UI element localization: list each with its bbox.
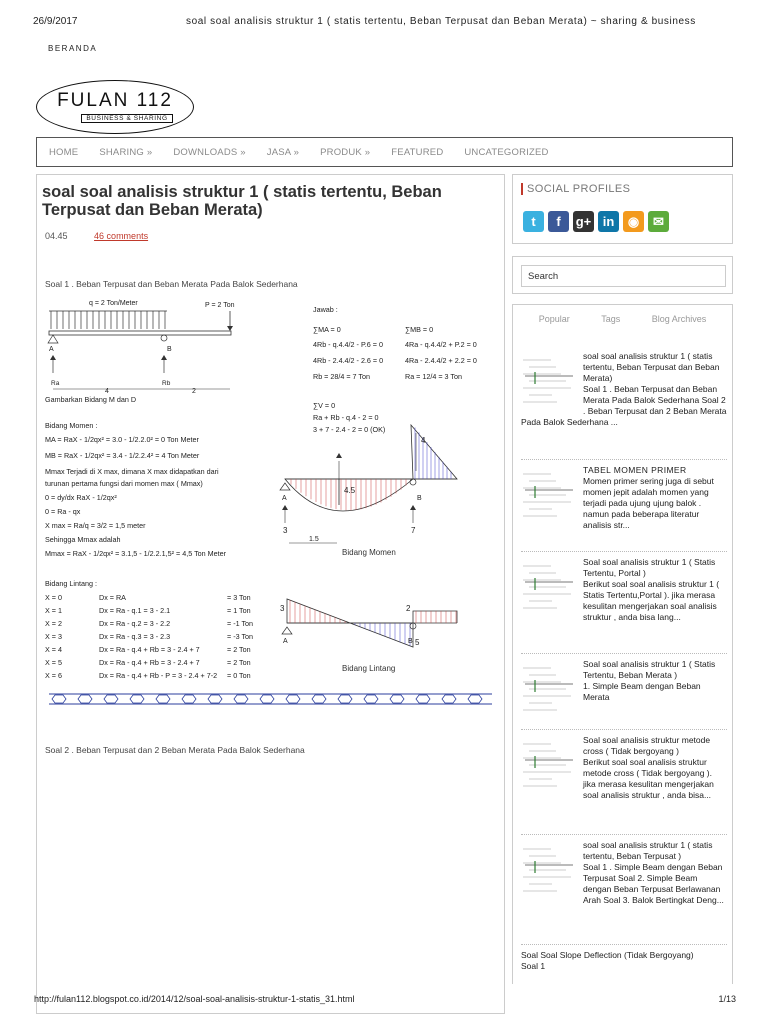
post-time: 04.45 xyxy=(45,231,68,241)
recent-post[interactable] xyxy=(521,557,727,623)
svg-text:B: B xyxy=(417,495,422,502)
momen-line: Mmax Terjadi di X max, dimana X max didapatkan dari xyxy=(45,467,219,476)
hex-ornament xyxy=(104,695,118,703)
point-load-arrowhead xyxy=(227,326,233,331)
divider xyxy=(521,834,727,835)
tab-tags[interactable]: Tags xyxy=(601,314,621,324)
rb-label: Rb xyxy=(162,380,171,387)
lintang-cell: X = 6 xyxy=(45,671,62,680)
lintang-cell: Dx = Ra - q.3 = 3 - 2.3 xyxy=(99,632,171,641)
lintang-cell: Dx = Ra - q.4 + Rb = 3 - 2.4 + 7 xyxy=(99,658,200,667)
distributed-load xyxy=(49,311,167,329)
soal2-caption: Soal 2 . Beban Terpusat dan 2 Beban Merata Pada Balok Sederhana xyxy=(45,745,305,755)
divider xyxy=(521,729,727,730)
hex-ornament xyxy=(130,695,144,703)
lintang-cell: Dx = Ra - q.4 + Rb - P = 3 - 2.4 + 7-2 xyxy=(99,671,218,680)
google-plus-icon[interactable]: g+ xyxy=(573,211,594,232)
hex-ornament xyxy=(260,695,274,703)
moment-diagram xyxy=(280,425,457,557)
recent-post-title[interactable]: soal soal analisis struktur 1 ( statis tertentu, Beban Terpusat ) xyxy=(583,840,713,861)
recent-post[interactable] xyxy=(521,351,727,428)
recent-post-title[interactable]: TABEL MOMEN PRIMER xyxy=(583,465,687,475)
lintang-cell: = 0 Ton xyxy=(227,671,251,680)
hex-ornament xyxy=(234,695,248,703)
divider xyxy=(521,459,727,460)
site-logo[interactable] xyxy=(36,80,194,134)
recent-post-excerpt: 1. Simple Beam dengan Beban Merata xyxy=(583,681,701,702)
post-thumbnail[interactable] xyxy=(521,662,577,718)
recent-post-title[interactable]: Soal soal analisis struktur 1 ( Statis Tertentu, Beban Merata ) xyxy=(583,659,716,680)
beam xyxy=(49,331,231,335)
moment-caption: Bidang Momen xyxy=(342,548,396,557)
lintang-cell: X = 0 xyxy=(45,593,62,602)
hex-ornament xyxy=(286,695,300,703)
divider xyxy=(521,944,727,945)
shear-diagram xyxy=(280,599,457,673)
sumv-line: 3 + 7 - 2.4 - 2 = 0 (OK) xyxy=(313,425,386,434)
lintang-cell: = 3 Ton xyxy=(227,593,251,602)
post-thumbnail[interactable] xyxy=(521,354,577,410)
post-title[interactable]: soal soal analisis struktur 1 ( statis tertentu, Beban Terpusat dan Beban Merata) xyxy=(42,183,442,219)
recent-post[interactable] xyxy=(521,735,727,801)
moment-neg-value: 4 xyxy=(421,436,426,445)
span-bc-label: 2 xyxy=(192,388,196,395)
moment-r3: 3 xyxy=(283,526,288,535)
recent-post-excerpt: Soal 1 . Simple Beam dengan Beban Terpusat Soal 2. Simple Beam dengan Beban Terpusat Berlawanan Arah Soal 3. Balok Bertingkat Deng... xyxy=(583,862,724,905)
sidebar-tabs xyxy=(513,314,732,324)
post-thumbnail[interactable] xyxy=(521,843,577,899)
recent-post-title[interactable]: Soal soal analisis struktur metode cross ( Tidak bergoyang ) xyxy=(583,735,711,756)
nav-downloads[interactable]: DOWNLOADS » xyxy=(173,146,246,158)
soal1-caption: Soal 1 . Beban Terpusat dan Beban Merata Pada Balok Sederhana xyxy=(45,279,298,289)
lintang-title: Bidang Lintang : xyxy=(45,579,97,588)
moment-x15: 1.5 xyxy=(309,536,319,543)
lintang-cell: Dx = Ra - q.1 = 3 - 2.1 xyxy=(99,606,171,615)
moment-r7: 7 xyxy=(411,526,416,535)
eq1-line: 4Rb - q.4.4/2 - P.6 = 0 xyxy=(313,340,383,349)
print-header xyxy=(0,16,768,30)
recent-post-excerpt: Momen primer sering juga di sebut momen jepit adalah momen yang terjadi pada ujung ujung balok . namun pada beberapa literatur analisis str... xyxy=(583,476,714,530)
nav-sharing[interactable]: SHARING » xyxy=(99,146,153,158)
svg-text:A: A xyxy=(283,638,288,645)
post-container xyxy=(36,174,505,1014)
eq2-line: ∑MB = 0 xyxy=(405,325,434,334)
momen-line: MB = RaX - 1/2qx² = 3.4 - 1/2.2.4² = 4 Ton Meter xyxy=(45,451,200,460)
momen-line: Bidang Momen : xyxy=(45,421,98,430)
tab-blog-archives[interactable]: Blog Archives xyxy=(651,314,707,324)
divider-pattern xyxy=(49,694,492,704)
hex-ornament xyxy=(312,695,326,703)
support-b-label: B xyxy=(167,346,172,353)
nav-home[interactable]: HOME xyxy=(49,146,79,158)
eq1-line: 4Rb - 2.4.4/2 - 2.6 = 0 xyxy=(313,356,384,365)
recent-post[interactable] xyxy=(521,659,727,718)
lintang-cell: = 1 Ton xyxy=(227,606,251,615)
social-title: SOCIAL PROFILES xyxy=(521,183,630,195)
momen-line: Sehingga Mmax adalah xyxy=(45,535,121,544)
nav-produk[interactable]: PRODUK » xyxy=(320,146,371,158)
lintang-cell: Dx = Ra - q.4 + Rb = 3 - 2.4 + 7 xyxy=(99,645,200,654)
momen-line: turunan pertama fungsi dari momen max ( Mmax) xyxy=(45,479,203,488)
lintang-cell: Dx = Ra - q.2 = 3 - 2.2 xyxy=(99,619,171,628)
divider xyxy=(521,653,727,654)
span-ab-label: 4 xyxy=(105,388,109,395)
shear-5: 5 xyxy=(415,638,420,647)
divider xyxy=(521,551,727,552)
hex-ornament xyxy=(416,695,430,703)
recent-post[interactable] xyxy=(521,465,727,531)
hex-ornament xyxy=(156,695,170,703)
lintang-cell: = -1 Ton xyxy=(227,619,254,628)
sumv-line: ∑V = 0 xyxy=(313,401,336,410)
hex-ornament xyxy=(208,695,222,703)
nav-uncategorized[interactable]: UNCATEGORIZED xyxy=(464,146,549,158)
tabs-widget xyxy=(512,304,733,984)
jawab-text: Jawab : xyxy=(313,305,338,314)
eq2-line: 4Ra - q.4.4/2 + P.2 = 0 xyxy=(405,340,477,349)
recent-post-excerpt: Berikut soal soal analisis struktur metode cross ( Tidak bergoyang ). jika merasa kesulitan mengerjakan soal analisis struktur , anda bisa... xyxy=(583,757,714,800)
momen-line: 0 = dy/dx RaX - 1/2qx² xyxy=(45,493,117,502)
hex-ornament xyxy=(468,695,482,703)
search-input[interactable]: Search xyxy=(521,265,726,287)
lintang-cell: = 2 Ton xyxy=(227,645,251,654)
page-url: http://fulan112.blogspot.co.id/2014/12/soal-soal-analisis-struktur-1-statis_31.html xyxy=(34,994,355,1004)
recent-post-title[interactable]: Soal soal analisis struktur 1 ( Statis Tertentu, Portal ) xyxy=(583,557,716,578)
post-thumbnail[interactable] xyxy=(521,560,577,616)
main-nav xyxy=(36,137,733,167)
support-a-label: A xyxy=(49,346,54,353)
recent-post[interactable] xyxy=(521,950,727,972)
print-title: soal soal analisis struktur 1 ( statis tertentu, Beban Terpusat dan Beban Merata) ~ sharing & business xyxy=(186,16,696,27)
momen-line: X max = Ra/q = 3/2 = 1,5 meter xyxy=(45,521,146,530)
hex-ornament xyxy=(78,695,92,703)
lintang-cell: X = 2 xyxy=(45,619,62,628)
hex-ornament xyxy=(338,695,352,703)
page-number: 1/13 xyxy=(718,994,736,1004)
moment-pos-value: 4.5 xyxy=(344,486,356,495)
tab-popular[interactable]: Popular xyxy=(538,314,570,324)
ra-label: Ra xyxy=(51,380,60,387)
svg-text:B: B xyxy=(408,638,413,645)
post-thumbnail[interactable] xyxy=(521,468,577,524)
support-a-icon xyxy=(48,335,58,343)
post-meta xyxy=(45,231,148,241)
shear-3: 3 xyxy=(280,604,285,613)
nav-jasa[interactable]: JASA » xyxy=(266,146,300,158)
recent-post-excerpt: Soal 1 xyxy=(521,961,546,971)
recent-post-title[interactable]: soal soal analisis struktur 1 ( statis tertentu, Beban Terpusat dan Beban Merata) xyxy=(583,351,720,383)
recent-post-excerpt: Soal 1 . Beban Terpusat dan Beban Merata Pada Balok Sederhana Soal 2 . Beban Terpusat dan 2 Beban Merata Pada Balok Sederhana ... xyxy=(521,384,727,427)
lintang-cell: X = 4 xyxy=(45,645,62,654)
comments-link[interactable]: 46 comments xyxy=(94,231,149,241)
gambarkan-text: Gambarkan Bidang M dan D xyxy=(45,395,137,404)
hex-ornament xyxy=(364,695,378,703)
hex-ornament xyxy=(442,695,456,703)
recent-post-title[interactable]: Soal Soal Slope Deflection (Tidak Bergoyang) xyxy=(521,950,694,960)
email-icon[interactable]: ✉ xyxy=(648,211,669,232)
lintang-cell: = -3 Ton xyxy=(227,632,254,641)
lintang-cell: X = 1 xyxy=(45,606,62,615)
lintang-cell: = 2 Ton xyxy=(227,658,251,667)
momen-line: Mmax = RaX - 1/2qx² = 3.1,5 - 1/2.2.1,5² = 4,5 Ton Meter xyxy=(45,549,227,558)
load-p-label: P = 2 Ton xyxy=(205,302,235,309)
eq1-line: Rb = 28/4 = 7 Ton xyxy=(313,372,371,381)
momen-line: MA = RaX - 1/2qx² = 3.0 - 1/2.2.0² = 0 Ton Meter xyxy=(45,435,199,444)
hex-ornament xyxy=(182,695,196,703)
lintang-cell: X = 5 xyxy=(45,658,62,667)
eq2-line: 4Ra - 2.4.4/2 + 2.2 = 0 xyxy=(405,356,477,365)
beranda-link[interactable]: BERANDA xyxy=(48,44,98,53)
linkedin-icon[interactable]: in xyxy=(598,211,619,232)
rss-icon[interactable]: ◉ xyxy=(623,211,644,232)
facebook-icon[interactable]: f xyxy=(548,211,569,232)
sumv-line: Ra + Rb - q.4 - 2 = 0 xyxy=(313,413,379,422)
social-widget xyxy=(512,174,733,244)
eq2-line: Ra = 12/4 = 3 Ton xyxy=(405,372,463,381)
post-thumbnail[interactable] xyxy=(521,738,577,794)
lintang-cell: Dx = RA xyxy=(99,593,126,602)
search-widget xyxy=(512,256,733,294)
shear-2: 2 xyxy=(406,604,411,613)
hex-ornament xyxy=(52,695,66,703)
nav-featured[interactable]: FEATURED xyxy=(391,146,444,158)
logo-name: FULAN 112 xyxy=(57,90,173,111)
recent-post[interactable] xyxy=(521,840,727,906)
eq1-line: ∑MA = 0 xyxy=(313,325,341,334)
print-date: 26/9/2017 xyxy=(33,16,78,27)
momen-line: 0 = Ra - qx xyxy=(45,507,81,516)
shear-caption: Bidang Lintang xyxy=(342,664,396,673)
support-b-icon xyxy=(161,335,167,341)
twitter-icon[interactable]: t xyxy=(523,211,544,232)
recent-post-excerpt: Berikut soal soal analisis struktur 1 ( Statis Tertentu,Portal ). jika merasa kesulitan mengerjakan soal analisis struktur , anda bisa lang... xyxy=(583,579,720,622)
logo-tagline: BUSINESS & SHARING xyxy=(81,114,173,123)
svg-text:A: A xyxy=(282,495,287,502)
hex-ornament xyxy=(390,695,404,703)
load-q-label: q = 2 Ton/Meter xyxy=(89,300,138,307)
lintang-cell: X = 3 xyxy=(45,632,62,641)
